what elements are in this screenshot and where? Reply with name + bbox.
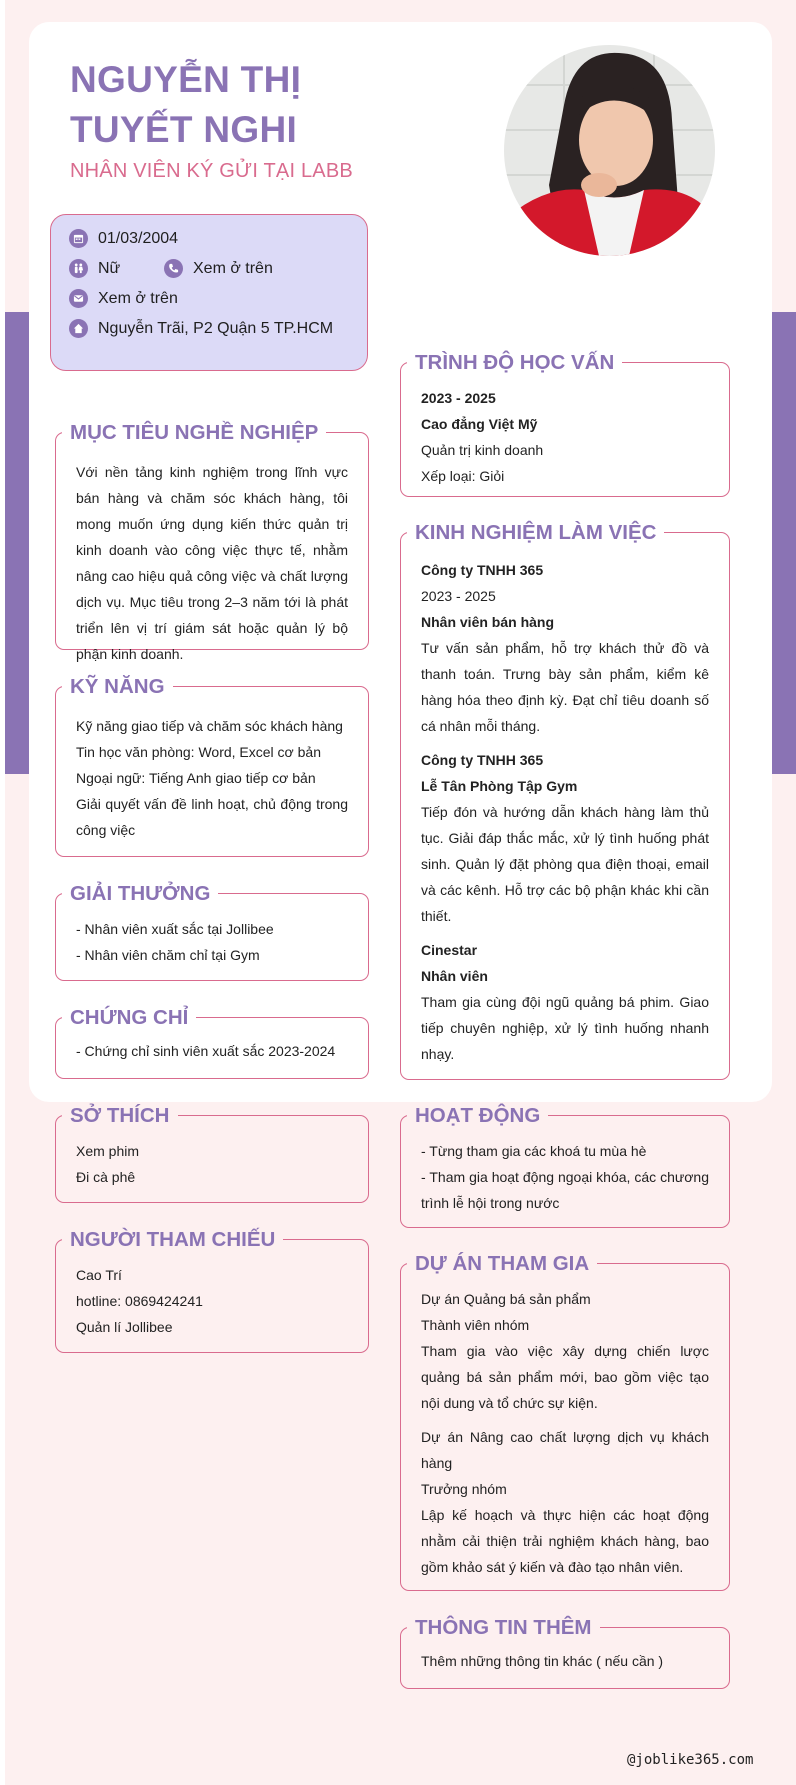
- job-description: Tiếp đón và hướng dẫn khách hàng làm thủ tục. Giải đáp thắc mắc, xử lý tình huống phát sinh. Quản lý đặt phòng qua điện thoại, email và các kênh. Hỗ trợ các bộ phận khác khi cần thiết.: [421, 804, 709, 924]
- birthday: 01/03/2004: [98, 229, 179, 247]
- job-period: 2023 - 2025: [421, 588, 496, 604]
- certificates-list: [76, 1038, 348, 1064]
- list-item: - Chứng chỉ sinh viên xuất sắc 2023-2024: [76, 1043, 336, 1059]
- contact-info-box: [50, 214, 368, 371]
- activities-section: [400, 1104, 730, 1228]
- project-name: Dự án Quảng bá sản phẩm: [421, 1291, 591, 1307]
- education-section: [400, 351, 730, 497]
- education-years: 2023 - 2025: [421, 390, 496, 406]
- list-item: Quản lí Jollibee: [76, 1319, 173, 1335]
- job-company: Cinestar: [421, 942, 478, 958]
- project-name: Dự án Nâng cao chất lượng dịch vụ khách hàng: [421, 1429, 709, 1471]
- references-title: NGƯỜI THAM CHIẾU: [62, 1227, 283, 1253]
- home-icon: [69, 319, 88, 338]
- birthday-row: [69, 229, 178, 248]
- list-item: hotline: 0869424241: [76, 1293, 203, 1309]
- references-section: [55, 1228, 369, 1353]
- projects-title: DỰ ÁN THAM GIA: [407, 1251, 597, 1277]
- job-title: NHÂN VIÊN KÝ GỬI TẠI LABB: [70, 160, 353, 182]
- hobbies-title: SỞ THÍCH: [62, 1103, 178, 1129]
- project-role: Trưởng nhóm: [421, 1481, 507, 1497]
- phone-icon: [164, 259, 183, 278]
- calendar-icon: [69, 229, 88, 248]
- phone-row: [164, 259, 273, 278]
- job-company: Công ty TNHH 365: [421, 752, 544, 768]
- gender-icon: [69, 259, 88, 278]
- job-role: Lễ Tân Phòng Tập Gym: [421, 778, 578, 794]
- phone: Xem ở trên: [193, 259, 273, 277]
- more-info-title: THÔNG TIN THÊM: [407, 1615, 600, 1641]
- address: Nguyễn Trãi, P2 Quận 5 TP.HCM: [98, 319, 334, 337]
- email-row: [69, 289, 178, 308]
- experience-title: KINH NGHIỆM LÀM VIỆC: [407, 520, 664, 546]
- list-item: - Nhân viên xuất sắc tại Jollibee: [76, 921, 274, 937]
- watermark: @joblike365.com: [627, 1752, 754, 1768]
- job-role: Nhân viên: [421, 968, 488, 984]
- projects-section: [400, 1252, 730, 1591]
- list-item: - Nhân viên chăm chỉ tại Gym: [76, 947, 260, 963]
- awards-section: [55, 882, 369, 981]
- education-body: [421, 385, 709, 489]
- list-item: - Tham gia hoạt động ngoại khóa, các chương trình lễ hội trong nước: [421, 1169, 709, 1211]
- job-description: Tư vấn sản phẩm, hỗ trợ khách thử đồ và thanh toán. Trưng bày sản phẩm, kiểm kê hàng hóa theo định kỳ. Đạt chỉ tiêu doanh số cá nhân mỗi tháng.: [421, 640, 709, 734]
- hobbies-section: [55, 1104, 369, 1203]
- project-role: Thành viên nhóm: [421, 1317, 530, 1333]
- right-accent-band: [772, 312, 796, 774]
- job-role: Nhân viên bán hàng: [421, 614, 555, 630]
- education-major: Quản trị kinh doanh: [421, 442, 544, 458]
- email: Xem ở trên: [98, 289, 178, 307]
- list-item: Cao Trí: [76, 1267, 122, 1283]
- education-school: Cao đẳng Việt Mỹ: [421, 416, 538, 432]
- activities-title: HOẠT ĐỘNG: [407, 1103, 548, 1129]
- skills-section: [55, 675, 369, 857]
- job-description: Tham gia cùng đội ngũ quảng bá phim. Giao tiếp chuyên nghiệp, xử lý tình huống nhanh nhạy.: [421, 994, 709, 1062]
- experience-body: [421, 557, 709, 1067]
- references-list: [76, 1262, 348, 1340]
- project-description: Tham gia vào việc xây dựng chiến lược quảng bá sản phẩm mới, bao gồm việc tạo nội dung và tổ chức sự kiện.: [421, 1343, 709, 1411]
- list-item: Tin học văn phòng: Word, Excel cơ bản: [76, 744, 321, 760]
- list-item: Kỹ năng giao tiếp và chăm sóc khách hàng: [76, 718, 343, 734]
- address-row: [69, 319, 333, 338]
- objective-title: MỤC TIÊU NGHỀ NGHIỆP: [62, 420, 326, 446]
- left-accent-band: [5, 312, 29, 774]
- certificates-section: [55, 1006, 369, 1079]
- objective-section: [55, 421, 369, 662]
- education-title: TRÌNH ĐỘ HỌC VẤN: [407, 350, 622, 376]
- job-company: Công ty TNHH 365: [421, 562, 544, 578]
- more-info-text: Thêm những thông tin khác ( nếu cần ): [421, 1653, 664, 1669]
- list-item: Đi cà phê: [76, 1169, 136, 1185]
- projects-body: [421, 1286, 709, 1580]
- skills-title: KỸ NĂNG: [62, 674, 173, 700]
- avatar: [504, 45, 715, 256]
- candidate-name: NGUYỄN THỊ TUYẾT NGHI: [70, 59, 302, 150]
- list-item: - Từng tham gia các khoá tu mùa hè: [421, 1143, 647, 1159]
- objective-text: Với nền tảng kinh nghiệm trong lĩnh vực bán hàng và chăm sóc khách hàng, tôi mong muốn ứng dụng kiến thức quản trị kinh doanh vào công việc thực tế, nhằm nâng cao hiệu quả công việc và chất lượng dịch vụ. Mục tiêu trong 2–3 năm tới là phát triển lên vị trí giám sát hoặc quản lý bộ phận kinh doanh.: [76, 464, 348, 662]
- experience-section: [400, 521, 730, 1080]
- activities-list: [421, 1138, 709, 1216]
- list-item: Xem phim: [76, 1143, 140, 1159]
- education-grade: Xếp loại: Giỏi: [421, 468, 505, 484]
- gender: Nữ: [98, 259, 121, 277]
- certificates-title: CHỨNG CHỈ: [62, 1005, 196, 1031]
- list-item: Ngoại ngữ: Tiếng Anh giao tiếp cơ bản: [76, 770, 316, 786]
- awards-list: [76, 916, 348, 968]
- more-info-section: [400, 1616, 730, 1689]
- email-icon: [69, 289, 88, 308]
- list-item: Giải quyết vấn đề linh hoạt, chủ động trong công việc: [76, 796, 348, 838]
- hobbies-list: [76, 1138, 348, 1190]
- project-description: Lập kế hoạch và thực hiện các hoạt động nhằm cải thiện trải nghiệm khách hàng, bao gồm khảo sát ý kiến và đào tạo nhân viên.: [421, 1507, 709, 1575]
- skills-list: [76, 713, 348, 843]
- awards-title: GIẢI THƯỞNG: [62, 881, 218, 907]
- gender-row: [69, 259, 120, 278]
